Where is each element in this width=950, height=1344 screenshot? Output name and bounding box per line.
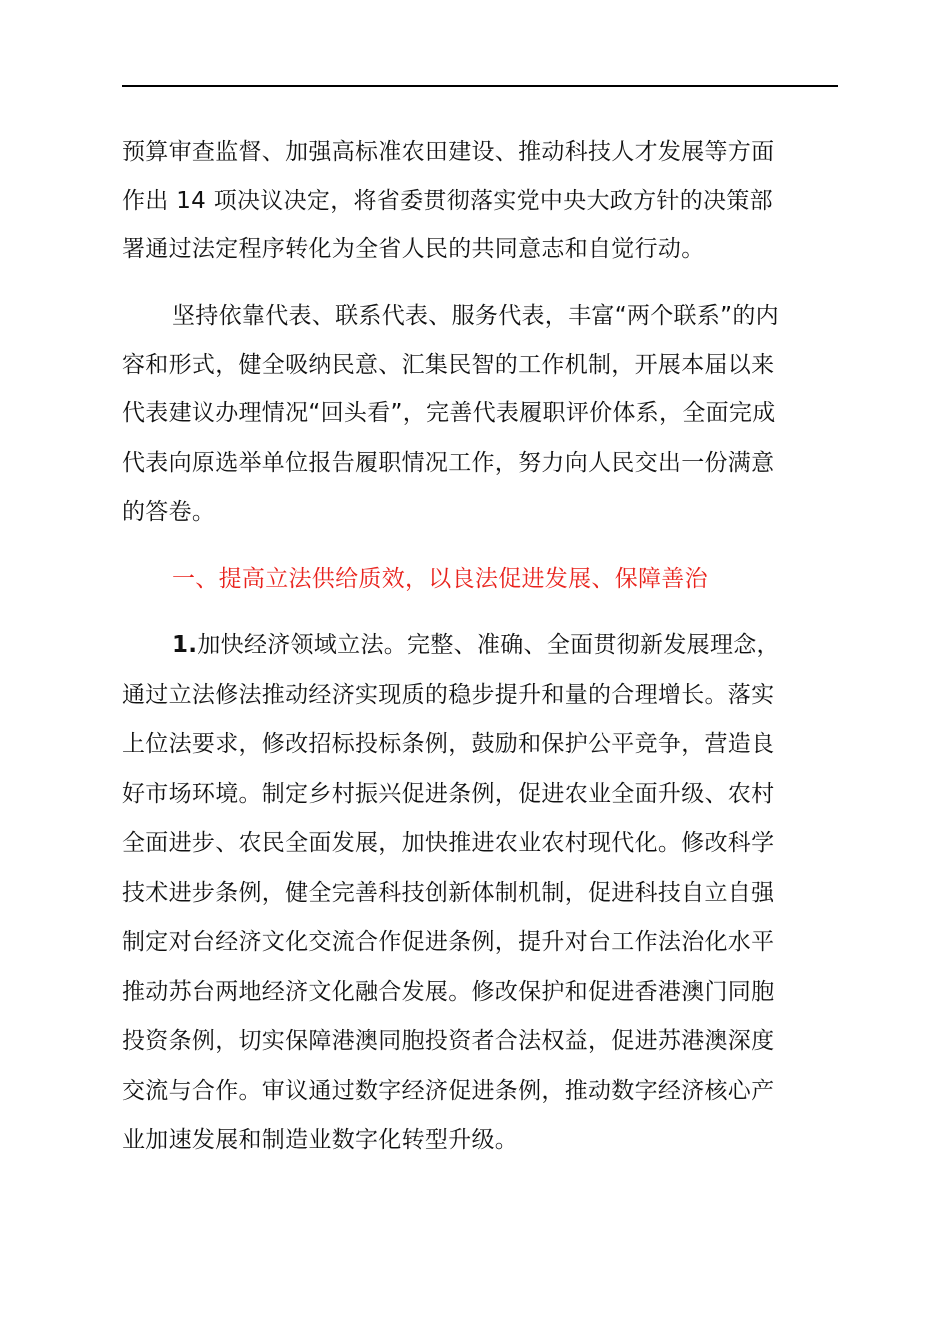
section-heading: 一、提高立法供给质效，以良法促进发展、保障善治	[172, 566, 708, 592]
paragraph-line: 上位法要求，修改招标投标条例，鼓励和保护公平竞争，营造良	[122, 731, 775, 757]
paragraph-line: 容和形式，健全吸纳民意、汇集民智的工作机制，开展本届以来	[122, 352, 775, 378]
header-rule	[122, 85, 838, 87]
paragraph-line: 制定对台经济文化交流合作促进条例，提升对台工作法治化水平	[122, 929, 775, 955]
paragraph-line: 代表向原选举单位报告履职情况工作，努力向人民交出一份满意	[122, 450, 775, 476]
paragraph-line: 预算审查监督、加强高标准农田建设、推动科技人才发展等方面	[122, 139, 775, 165]
paragraph-line: 的答卷。	[122, 499, 216, 525]
paragraph-line: 投资条例，切实保障港澳同胞投资者合法权益，促进苏港澳深度	[122, 1028, 775, 1054]
paragraph-line: 坚持依靠代表、联系代表、服务代表，丰富“两个联系”的内	[172, 303, 779, 329]
paragraph-line	[172, 630, 780, 660]
paragraph-line: 通过立法修法推动经济实现质的稳步提升和量的合理增长。落实	[122, 682, 775, 708]
item-first-line: 加快经济领域立法。完整、准确、全面贯彻新发展理念，	[197, 632, 780, 658]
paragraph-line: 署通过法定程序转化为全省人民的共同意志和自觉行动。	[122, 236, 705, 262]
paragraph-line: 好市场环境。制定乡村振兴促进条例，促进农业全面升级、农村	[122, 781, 775, 807]
paragraph-line: 代表建议办理情况“回头看”，完善代表履职评价体系，全面完成	[122, 400, 776, 426]
paragraph-line: 技术进步条例，健全完善科技创新体制机制，促进科技自立自强	[122, 880, 775, 906]
paragraph-line: 业加速发展和制造业数字化转型升级。	[122, 1127, 519, 1153]
item-number: 1.	[172, 632, 198, 658]
paragraph-line: 推动苏台两地经济文化融合发展。修改保护和促进香港澳门同胞	[122, 979, 775, 1005]
paragraph-line: 作出 14 项决议决定，将省委贯彻落实党中央大政方针的决策部	[122, 188, 773, 214]
paragraph-line: 全面进步、农民全面发展，加快推进农业农村现代化。修改科学	[122, 830, 775, 856]
paragraph-line: 交流与合作。审议通过数字经济促进条例，推动数字经济核心产	[122, 1078, 775, 1104]
